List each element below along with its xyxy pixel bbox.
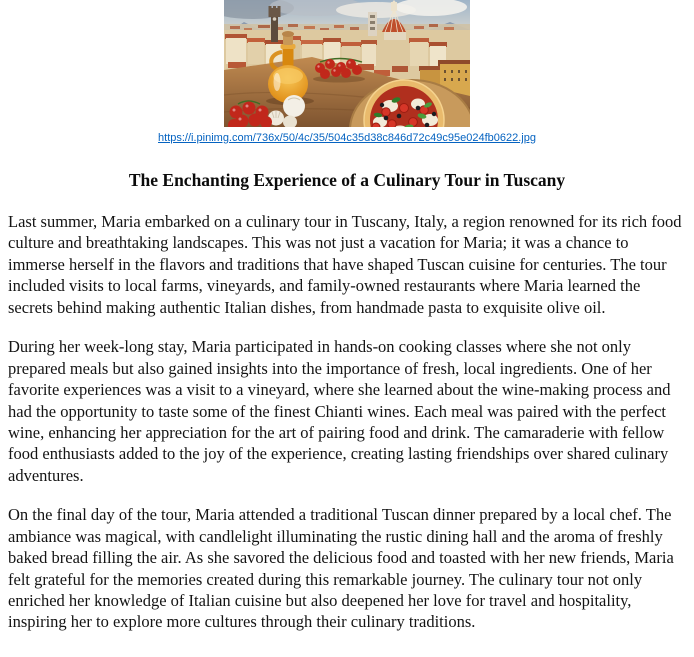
- giotto-campanile: [368, 12, 377, 36]
- article-body: [0, 211, 694, 633]
- tuscany-culinary-photo: [224, 0, 470, 127]
- paragraph-finale: On the final day of the tour, Maria attended a traditional Tuscan dinner prepared by a local chef. The ambiance was magical, with candlelight illuminating the rustic dining hall and the aroma of freshly baked bread filling the air. As she savored the delicious food and toasted with her new friends, Maria felt grateful for the memories created during this remarkable journey. The culinary tour not only enriched her knowledge of Italian cuisine but also deepened her love for travel and hospitality, inspiring her to explore more cultures through their culinary traditions.: [8, 505, 674, 632]
- page-title: The Enchanting Experience of a Culinary Tour in Tuscany: [128, 170, 566, 190]
- image-source-link[interactable]: https://i.pinimg.com/736x/50/4c/35/504c35d38c846d72c49c95e024fb0622.jpg: [158, 132, 536, 144]
- paragraph-intro: Last summer, Maria embarked on a culinary tour in Tuscany, Italy, a region renowned for its rich food culture and breathtaking landscapes. This was not just a vacation for Maria; it was a chance to immerse herself in the flavors and traditions that have shaped Tuscan cuisine for centuries. The tour included visits to local farms, vineyards, and family-owned restaurants where Maria learned the secrets behind making authentic Italian dishes, from handmade pasta to exquisite olive oil.: [8, 212, 682, 317]
- paragraph-experience: During her week-long stay, Maria participated in hands-on cooking classes where she not only prepared meals but also gained insights into the importance of fresh, local ingredients. One of her favorite experiences was a visit to a vineyard, where she learned about the wine-making process and had the opportunity to taste some of the finest Chianti wines. Each meal was paired with the perfect wine, enhancing her appreciation for the art of pairing food and drink. The camaraderie with fellow food enthusiasts added to the joy of the experience, creating lasting friendships over shared culinary adventures.: [8, 337, 671, 485]
- image-source-row: [0, 131, 694, 145]
